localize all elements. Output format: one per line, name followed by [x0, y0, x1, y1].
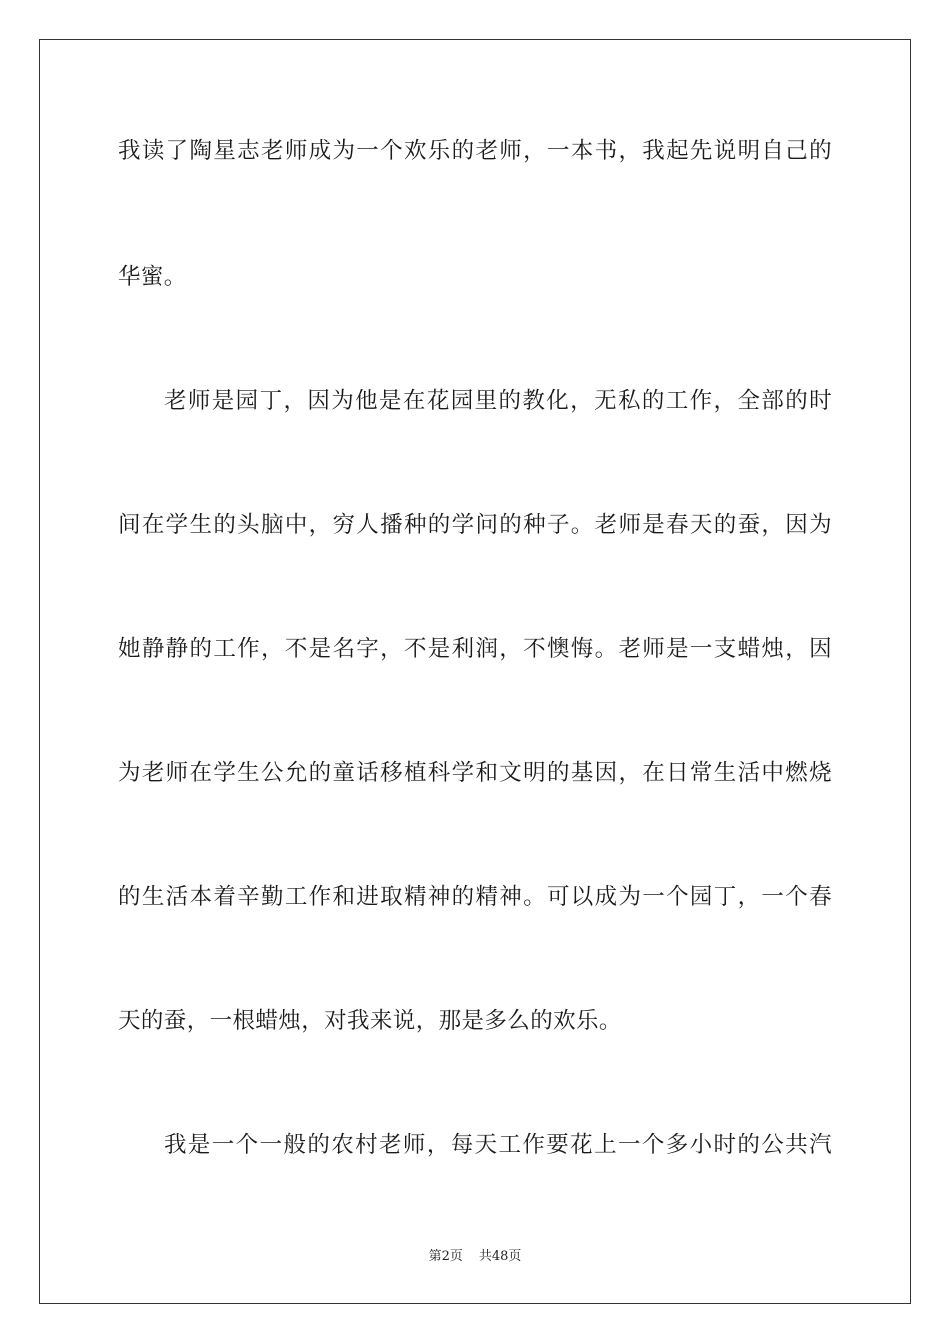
- current-page-label: 第2页: [428, 1249, 463, 1264]
- text-line-9: 我是一个一般的农村老师，每天工作要花上一个多小时的公共汽: [164, 1132, 832, 1158]
- text-line-3: 老师是园丁，因为他是在花园里的教化，无私的工作，全部的时: [164, 388, 832, 414]
- text-line-4: 间在学生的头脑中，穷人播种的学问的种子。老师是春天的蚕，因为: [118, 512, 832, 538]
- text-line-2: 华蜜。: [118, 264, 187, 290]
- page-footer: [0, 1248, 950, 1266]
- text-line-6: 为老师在学生公允的童话移植科学和文明的基因，在日常生活中燃烧: [118, 760, 832, 786]
- text-line-7: 的生活本着辛勤工作和进取精神的精神。可以成为一个园丁，一个春: [118, 884, 832, 910]
- text-line-5: 她静静的工作，不是名字，不是利润，不懊悔。老师是一支蜡烛，因: [118, 636, 832, 662]
- text-line-8: 天的蚕，一根蜡烛，对我来说，那是多么的欢乐。: [118, 1008, 622, 1034]
- page-frame: [39, 39, 911, 1304]
- total-pages-label: 共48页: [478, 1249, 522, 1264]
- text-line-1: 我读了陶星志老师成为一个欢乐的老师，一本书，我起先说明自己的: [118, 138, 832, 164]
